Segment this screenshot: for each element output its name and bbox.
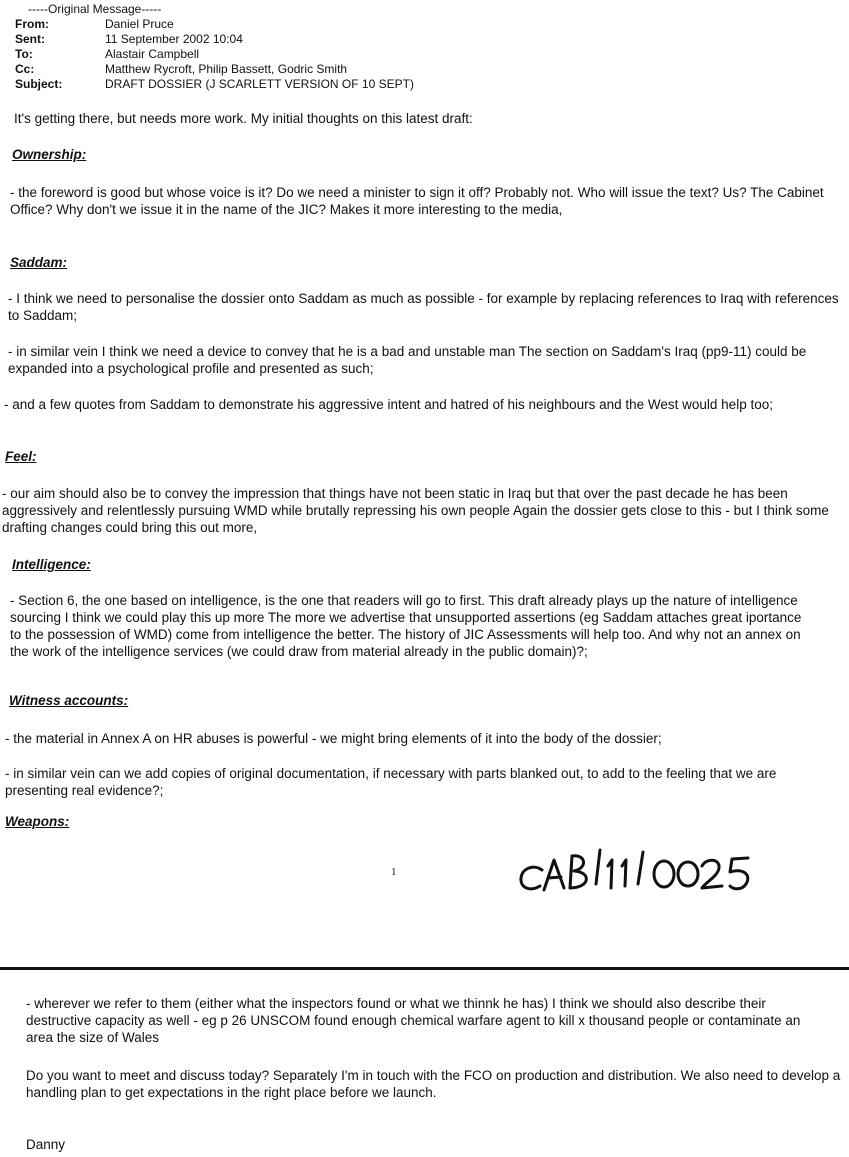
original-message-marker: -----Original Message----- <box>28 2 162 16</box>
page-separator <box>0 967 849 970</box>
from-label: From: <box>15 17 49 31</box>
intelligence-paragraph: - Section 6, the one based on intelligence, is the one that readers will go to first. This draft already plays up the nature of intelligence sourcing I think we could play this up more The more we advertise that unsupported assertions (eg Saddam attaches great iportance to the possession of WMD) come from intelligence the better. The history of JIC Assessments will help too. And why not an annex on the work of the intelligence services (we could draw from material already in the public domain)?; <box>10 593 802 659</box>
subject-label: Subject: <box>15 77 63 91</box>
from-value: Daniel Pruce <box>105 17 174 31</box>
saddam-paragraph-1: - I think we need to personalise the dossier onto Saddam as much as possible - for example by replacing references to Iraq with references to Saddam; <box>8 291 839 323</box>
feel-paragraph: - our aim should also be to convey the impression that things have not been static in Iraq but that over the past decade he has been aggressively and relentlessly pursuing WMD while brutally repressing his own people Again the dossier gets close to this - but I think some drafting changes could bring this out more, <box>2 486 829 535</box>
weapons-heading: Weapons: <box>5 814 70 829</box>
saddam-paragraph-2: - in similar vein I think we need a device to convey that he is a bad and unstable man The section on Saddam's Iraq (pp9-11) could be expanded into a psychological profile and presented as such; <box>8 344 807 376</box>
signature: Danny <box>26 1137 66 1152</box>
ownership-heading: Ownership: <box>12 147 87 162</box>
saddam-paragraph-3: - and a few quotes from Saddam to demonstrate his aggressive intent and hatred of his neighbours and the West would help too; <box>4 397 773 412</box>
feel-heading: Feel: <box>5 449 37 464</box>
handwritten-archive-reference <box>512 836 772 902</box>
witness-paragraph-2: - in similar vein can we add copies of original documentation, if necessary with parts blanked out, to add to the feeling that we are presenting real evidence?; <box>5 766 777 798</box>
witness-accounts-heading: Witness accounts: <box>9 693 129 708</box>
to-label: To: <box>15 47 33 61</box>
cc-value: Matthew Rycroft, Philip Bassett, Godric Smith <box>105 62 348 76</box>
saddam-heading: Saddam: <box>10 255 68 270</box>
ownership-paragraph: - the foreword is good but whose voice is it? Do we need a minister to sign it off? Probably not. Who will issue the text? Us? The Cabinet Office? Why don't we issue it in the name of the JIC? Makes it more interesting to the media, <box>10 185 824 217</box>
sent-value: 11 September 2002 10:04 <box>105 32 243 46</box>
witness-paragraph-1: - the material in Annex A on HR abuses is powerful - we might bring elements of it into the body of the dossier; <box>5 731 662 746</box>
cc-label: Cc: <box>15 62 35 76</box>
page-number: 1 <box>391 866 397 878</box>
weapons-paragraph: - wherever we refer to them (either what the inspectors found or what we thinnk he has) I think we should also describe their destructive capacity as well - eg p 26 UNSCOM found enough chemical warfare agent to kill x thousand people or contaminate an area the size of Wales <box>26 996 801 1045</box>
closing-paragraph: Do you want to meet and discuss today? Separately I'm in touch with the FCO on production and distribution. We also need to develop a handling plan to get expectations in the right place before we launch. <box>26 1068 841 1100</box>
subject-value: DRAFT DOSSIER (J SCARLETT VERSION OF 10 SEPT) <box>105 77 414 91</box>
sent-label: Sent: <box>15 32 45 46</box>
intelligence-heading: Intelligence: <box>12 557 91 572</box>
intro-paragraph: It's getting there, but needs more work. My initial thoughts on this latest draft: <box>14 111 473 126</box>
to-value: Alastair Campbell <box>105 47 200 61</box>
